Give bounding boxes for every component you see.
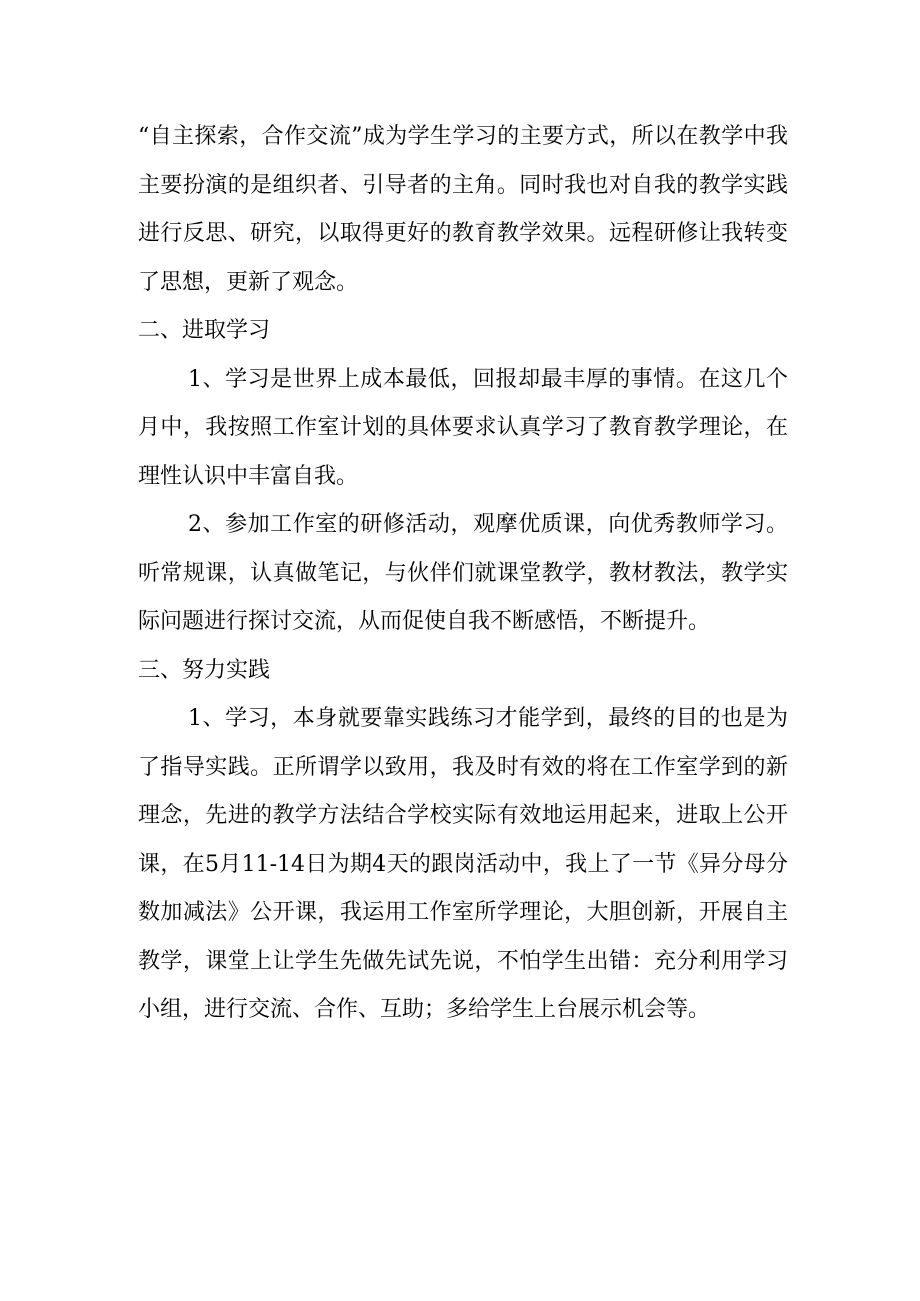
paragraph-study-2: 2、参加工作室的研修活动，观摩优质课，向优秀教师学习。听常规课，认真做笔记，与伙伴们就课堂教学，教材教法，教学实际问题进行探讨交流，从而促使自我不断感悟，不断提升。 — [138, 512, 788, 634]
paragraph-intro: “自主探索，合作交流”成为学生学习的主要方式，所以在教学中我主要扮演的是组织者、引导者的主角。同时我也对自我的教学实践进行反思、研究，以取得更好的教育教学效果。远程研修让我转变了思想，更新了观念。 — [138, 124, 788, 295]
document-body — [138, 113, 788, 1035]
section-heading-3: 三、努力实践 — [138, 657, 271, 683]
paragraph-practice-1: 1、学习，本身就要靠实践练习才能学到，最终的目的也是为了指导实践。正所谓学以致用，我及时有效的将在工作室学到的新理念，先进的教学方法结合学校实际有效地运用起来，进取上公开课，在5月11-14日为期4天的跟岗活动中，我上了一节《异分母分数加减法》公开课，我运用工作室所学理论，大胆创新，开展自主教学，课堂上让学生先做先试先说，不怕学生出错：充分利用学习小组，进行交流、合作、互助；多给学生上台展示机会等。 — [138, 706, 788, 1022]
section-heading-2: 二、进取学习 — [138, 318, 271, 343]
paragraph-study-1: 1、学习是世界上成本最低，回报却最丰厚的事情。在这几个月中，我按照工作室计划的具体要求认真学习了教育教学理论，在理性认识中丰富自我。 — [138, 366, 788, 489]
